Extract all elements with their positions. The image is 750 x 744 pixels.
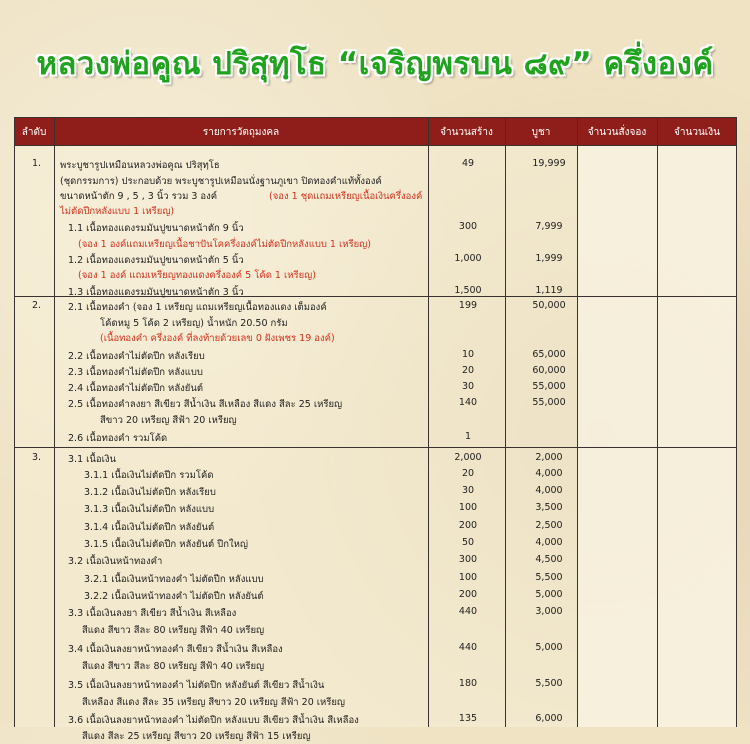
- qty-cell: 440: [458, 606, 478, 617]
- item-description: 3.1.4 เนื้อเงินไม่ตัดปีก หลังยันต์: [84, 522, 215, 533]
- qty-cell: 200: [458, 520, 478, 531]
- qty-cell: 10: [461, 349, 475, 360]
- qty-cell: 1,000: [454, 253, 482, 264]
- price-cell: 65,000: [532, 349, 566, 360]
- price-cell: 19,999: [532, 158, 566, 169]
- qty-cell: 2,000: [454, 452, 482, 463]
- row-number: 3.: [32, 452, 42, 463]
- item-description: 3.1.2 เนื้อเงินไม่ตัดปีก หลังเรียบ: [84, 487, 216, 498]
- section-divider: [14, 447, 737, 448]
- grid-line: [657, 117, 658, 727]
- price-cell: 4,500: [535, 554, 563, 565]
- qty-cell: 180: [458, 678, 478, 689]
- item-description: 3.5 เนื้อเงินลงยาหน้าทองคำ ไม่ตัดปีก หลังยันต์ สีเขียว สีน้ำเงิน: [68, 680, 325, 691]
- price-cell: 7,999: [535, 221, 563, 232]
- item-description: 2.1 เนื้อทองคำ (จอง 1 เหรียญ แถมเหรียญเนื้อทองแดง เต็มองค์: [68, 302, 327, 313]
- item-description: (ชุดกรรมการ) ประกอบด้วย พระบูชารูปเหมือนนั่งฐานภูเขา ปิดทองคำแท้ทั้งองค์: [60, 176, 382, 187]
- qty-cell: 199: [458, 300, 478, 311]
- item-note: ไม่ตัดปีกหลังแบบ 1 เหรียญ): [60, 206, 175, 217]
- item-description: 2.2 เนื้อทองคำไม่ตัดปีก หลังเรียบ: [68, 351, 205, 362]
- item-description: 1.1 เนื้อทองแดงรมมันปูขนาดหน้าตัก 9 นิ้ว: [68, 223, 244, 234]
- qty-cell: 20: [461, 365, 475, 376]
- item-description: 2.4 เนื้อทองคำไม่ตัดปีก หลังยันต์: [68, 383, 204, 394]
- price-cell: 1,119: [535, 285, 563, 296]
- item-description: 3.1.5 เนื้อเงินไม่ตัดปีก หลังยันต์ ปีกใหญ่: [84, 539, 248, 550]
- qty-cell: 300: [458, 554, 478, 565]
- price-cell: 3,500: [535, 502, 563, 513]
- grid-line: [14, 145, 737, 146]
- grid-line: [14, 117, 15, 727]
- item-description: 3.3 เนื้อเงินลงยา สีเขียว สีน้ำเงิน สีเหลือง: [68, 608, 237, 619]
- qty-cell: 140: [458, 397, 478, 408]
- price-cell: 55,000: [532, 381, 566, 392]
- item-description: 1.3 เนื้อทองแดงรมมันปูขนาดหน้าตัก 3 นิ้ว: [68, 287, 244, 298]
- price-cell: 55,000: [532, 397, 566, 408]
- item-description: สีขาว 20 เหรียญ สีฟ้า 20 เหรียญ: [100, 415, 237, 426]
- item-description: สีแดง สีละ 25 เหรียญ สีขาว 20 เหรียญ สีฟ้า 15 เหรียญ: [82, 731, 311, 742]
- qty-cell: 30: [461, 381, 475, 392]
- qty-cell: 50: [461, 537, 475, 548]
- header-amount: จำนวนเงิน: [674, 127, 720, 138]
- order-table: [14, 117, 737, 742]
- qty-cell: 100: [458, 572, 478, 583]
- item-note: (จอง 1 ชุดแถมเหรียญเนื้อเงินครึ่งองค์: [269, 191, 423, 202]
- item-description: ขนาดหน้าตัก 9 , 5 , 3 นิ้ว รวม 3 องค์: [60, 191, 218, 202]
- qty-cell: 49: [461, 158, 475, 169]
- qty-cell: 440: [458, 642, 478, 653]
- grid-line: [14, 117, 737, 118]
- price-cell: 3,000: [535, 606, 563, 617]
- header-price: บูชา: [531, 127, 551, 138]
- price-cell: 1,999: [535, 253, 563, 264]
- item-description: สีแดง สีขาว สีละ 80 เหรียญ สีฟ้า 40 เหรียญ: [82, 661, 265, 672]
- price-cell: 4,000: [535, 485, 563, 496]
- row-number: 2.: [32, 300, 42, 311]
- qty-cell: 300: [458, 221, 478, 232]
- header-no: ลำดับ: [21, 127, 47, 138]
- item-description: สีแดง สีขาว สีละ 80 เหรียญ สีฟ้า 40 เหรียญ: [82, 625, 265, 636]
- price-cell: 2,000: [535, 452, 563, 463]
- item-note: (เนื้อทองคำ ครึ่งองค์ ที่ลงท้ายด้วยเลข 0 ฝังเพชร 19 องค์): [100, 333, 335, 344]
- qty-cell: 200: [458, 589, 478, 600]
- price-cell: 5,000: [535, 589, 563, 600]
- item-description: โค้ดหมู 5 โค้ด 2 เหรียญ) น้ำหนัก 20.50 กรัม: [100, 318, 288, 329]
- item-description: 3.2.1 เนื้อเงินหน้าทองคำ ไม่ตัดปีก หลังแบบ: [84, 574, 264, 585]
- page-title: หลวงพ่อคูณ ปริสุทฺโธ “เจริญพรบน ๘๙” ครึ่งองค์: [36, 46, 714, 82]
- qty-cell: 1: [464, 431, 472, 442]
- grid-line: [54, 117, 55, 727]
- item-note: (จอง 1 องค์ แถมเหรียญทองแดงครึ่งองค์ 5 โค้ด 1 เหรียญ): [78, 270, 316, 281]
- qty-cell: 1,500: [454, 285, 482, 296]
- price-cell: 60,000: [532, 365, 566, 376]
- qty-cell: 100: [458, 502, 478, 513]
- qty-cell: 135: [458, 713, 478, 724]
- row-number: 1.: [32, 158, 42, 169]
- header-order: จำนวนสั่งจอง: [587, 127, 647, 138]
- header-qty: จำนวนสร้าง: [440, 127, 493, 138]
- price-cell: 4,000: [535, 537, 563, 548]
- item-description: 3.2.2 เนื้อเงินหน้าทองคำ ไม่ตัดปีก หลังยันต์: [84, 591, 264, 602]
- price-cell: 5,500: [535, 678, 563, 689]
- qty-cell: 20: [461, 468, 475, 479]
- item-description: 2.6 เนื้อทองคำ รวมโค้ด: [68, 433, 168, 444]
- grid-line: [736, 117, 737, 727]
- header-item: รายการวัตถุมงคล: [202, 127, 280, 138]
- qty-cell: 30: [461, 485, 475, 496]
- price-cell: 50,000: [532, 300, 566, 311]
- item-description: 3.1.1 เนื้อเงินไม่ตัดปีก รวมโค้ด: [84, 470, 214, 481]
- grid-line: [428, 117, 429, 727]
- item-description: สีเหลือง สีแดง สีละ 35 เหรียญ สีขาว 20 เหรียญ สีฟ้า 20 เหรียญ: [82, 697, 346, 708]
- item-note: (จอง 1 องค์แถมเหรียญเนื้อชาปันโคครึ่งองค์ไม่ตัดปีกหลังแบบ 1 เหรียญ): [78, 239, 371, 250]
- item-description: 2.5 เนื้อทองคำลงยา สีเขียว สีน้ำเงิน สีเหลือง สีแดง สีละ 25 เหรียญ: [68, 399, 343, 410]
- item-description: 1.2 เนื้อทองแดงรมมันปูขนาดหน้าตัก 5 นิ้ว: [68, 255, 244, 266]
- item-description: 3.4 เนื้อเงินลงยาหน้าทองคำ สีเขียว สีน้ำเงิน สีเหลือง: [68, 644, 283, 655]
- item-description: พระบูชารูปเหมือนหลวงพ่อคูณ ปริสุทฺโธ: [60, 160, 220, 171]
- price-cell: 5,000: [535, 642, 563, 653]
- item-description: 3.2 เนื้อเงินหน้าทองคำ: [68, 556, 163, 567]
- item-description: 3.6 เนื้อเงินลงยาหน้าทองคำ ไม่ตัดปีก หลังแบบ สีเขียว สีน้ำเงิน สีเหลือง: [68, 715, 359, 726]
- item-description: 2.3 เนื้อทองคำไม่ตัดปีก หลังแบบ: [68, 367, 203, 378]
- price-cell: 4,000: [535, 468, 563, 479]
- price-cell: 5,500: [535, 572, 563, 583]
- table-header: [14, 117, 737, 145]
- grid-line: [505, 117, 506, 727]
- item-description: 3.1 เนื้อเงิน: [68, 454, 116, 465]
- item-description: 3.1.3 เนื้อเงินไม่ตัดปีก หลังแบบ: [84, 504, 215, 515]
- grid-line: [577, 117, 578, 727]
- price-cell: 6,000: [535, 713, 563, 724]
- price-cell: 2,500: [535, 520, 563, 531]
